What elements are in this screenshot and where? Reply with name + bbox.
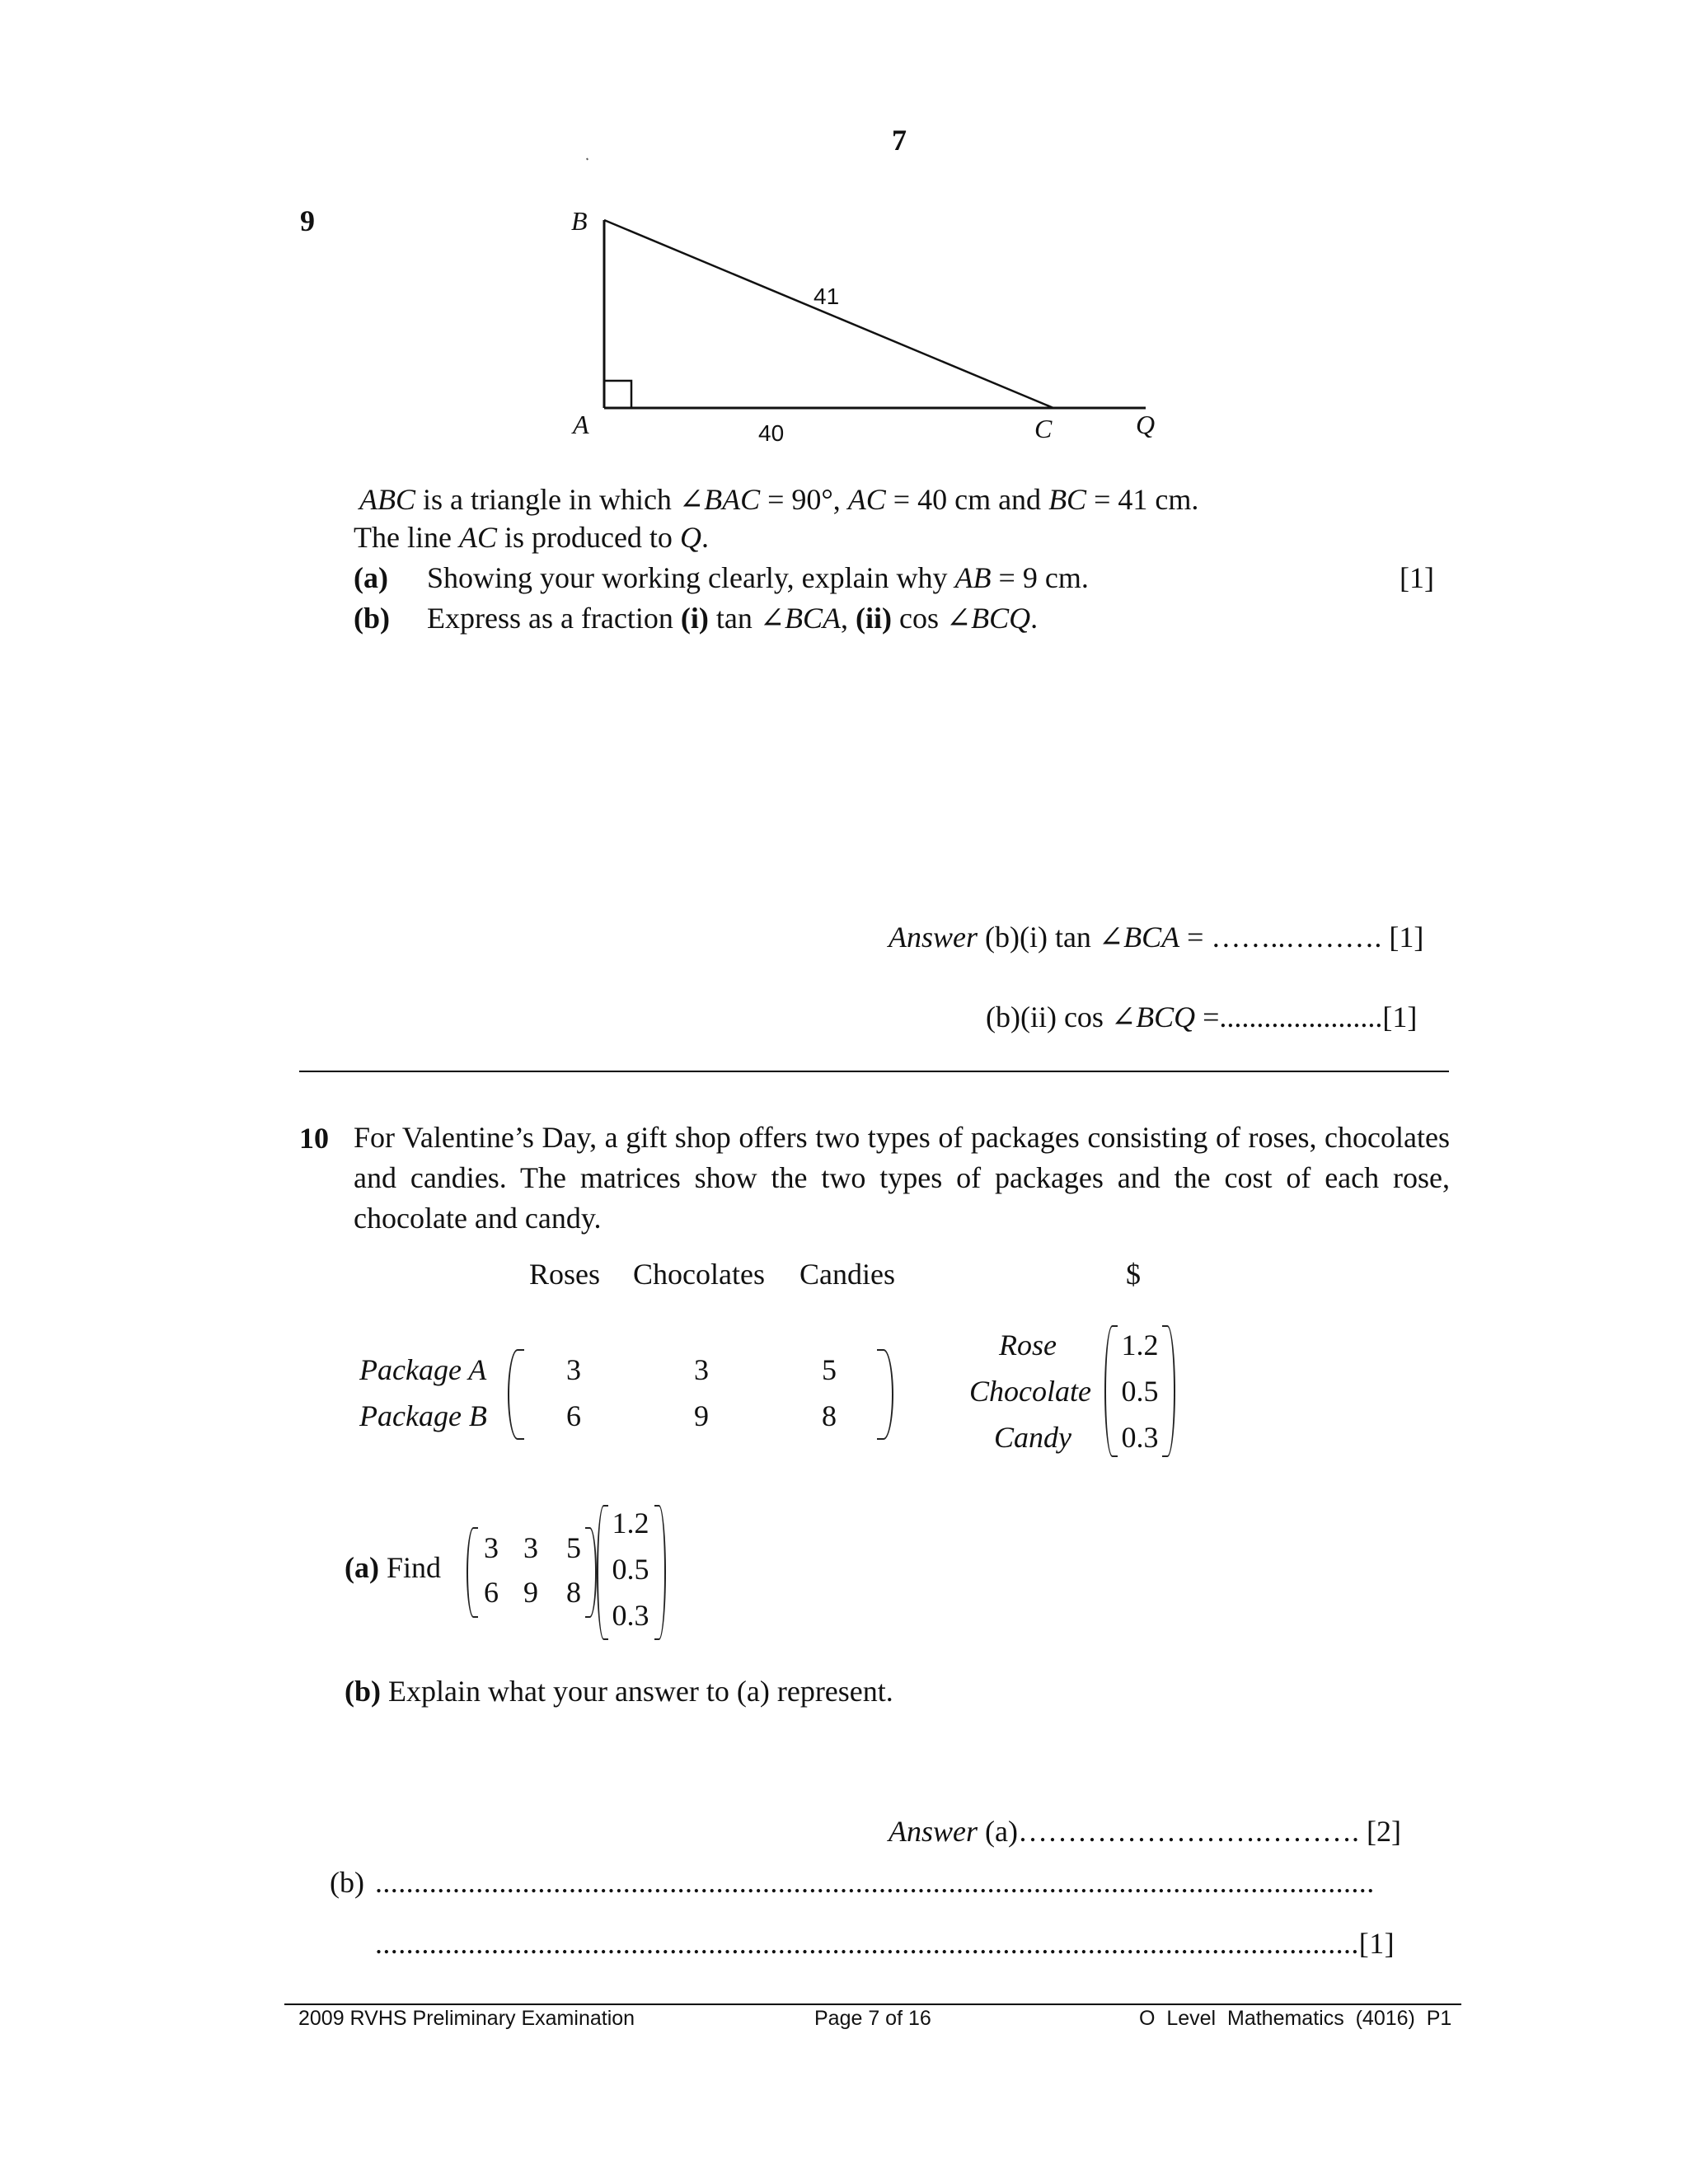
find-vector-value: 1.2 xyxy=(612,1507,649,1540)
find-matrix-cell: 5 xyxy=(566,1531,581,1564)
vertex-label-a: A xyxy=(573,410,589,439)
question-9a-marks: [1] xyxy=(1400,561,1434,594)
cost-label-chocolate: Chocolate xyxy=(969,1375,1091,1408)
vertex-label-b: B xyxy=(571,206,588,236)
footer-left: 2009 RVHS Preliminary Examination xyxy=(298,2007,635,2030)
question-9b-text: Express as a fraction (i) tan ∠BCA, (ii) cos ∠BCQ. xyxy=(427,602,1039,635)
question-9a-label: (a) xyxy=(354,561,388,594)
matrix-cell: 6 xyxy=(566,1399,581,1432)
question-9a-text: Showing your working clearly, explain why AB = 9 cm. xyxy=(427,561,1089,594)
question-10-number: 10 xyxy=(299,1122,329,1155)
matrix-cell: 3 xyxy=(566,1353,581,1386)
find-matrix-cell: 3 xyxy=(523,1531,538,1564)
question-9-line-2: The line AC is produced to Q. xyxy=(354,521,709,554)
question-9-line-1: ABC is a triangle in which ∠BAC = 90°, AC = 40 cm and BC = 41 cm. xyxy=(359,483,1199,516)
cost-label-candy: Candy xyxy=(994,1421,1071,1454)
row-label-package-a: Package A xyxy=(359,1353,487,1386)
footer-center: Page 7 of 16 xyxy=(814,2007,931,2030)
triangle-diagram xyxy=(0,0,1688,462)
question-10a: (a) Find xyxy=(345,1551,442,1584)
header-dollar: $ xyxy=(1126,1258,1141,1291)
header-roses: Roses xyxy=(529,1258,601,1291)
question-10b: (b) Explain what your answer to (a) represent. xyxy=(345,1675,893,1708)
find-vector-value: 0.5 xyxy=(612,1553,649,1586)
row-label-package-b: Package B xyxy=(359,1399,487,1432)
answer-10a: Answer (a)…………………….………. [2] xyxy=(889,1815,1401,1848)
find-vector-right-bracket xyxy=(654,1505,666,1640)
answer-10b-line-1: ................................................................................................................................. xyxy=(375,1866,1375,1899)
answer-9bi: Answer (b)(i) tan ∠BCA = ……..………. [1] xyxy=(889,921,1424,954)
find-matrix-cell: 6 xyxy=(484,1576,499,1609)
matrix-cell: 9 xyxy=(694,1399,709,1432)
vertex-label-c: C xyxy=(1034,414,1053,443)
cost-value: 0.3 xyxy=(1121,1421,1159,1454)
side-length-bc: 41 xyxy=(814,284,840,309)
answer-10b-label: (b) xyxy=(330,1866,364,1899)
footer-right: O Level Mathematics (4016) P1 xyxy=(1139,2007,1452,2030)
find-matrix-cell: 3 xyxy=(484,1531,499,1564)
question-9-number: 9 xyxy=(300,204,315,237)
side-length-ac: 40 xyxy=(758,420,785,446)
answer-9bii: (b)(ii) cos ∠BCQ =......................[1] xyxy=(986,1001,1418,1033)
matrix-cell: 8 xyxy=(822,1399,837,1432)
cost-value: 0.5 xyxy=(1121,1375,1159,1408)
question-9b-label: (b) xyxy=(354,602,390,635)
point-label-q: Q xyxy=(1136,410,1156,439)
package-matrix-right-bracket xyxy=(877,1349,893,1440)
answer-10b-line-2: ...............................................................................................................................[1] xyxy=(375,1927,1395,1960)
matrix-cell: 5 xyxy=(822,1353,837,1386)
package-matrix-left-bracket xyxy=(508,1349,524,1440)
question-10-intro: For Valentine’s Day, a gift shop offers two types of packages consisting of roses, chocolates and candies. The matrices show the two types of packages and the cost of each rose, chocolate and candy. xyxy=(354,1121,1450,1235)
header-candies: Candies xyxy=(799,1258,895,1291)
page-number: 7 xyxy=(892,124,907,157)
cost-value: 1.2 xyxy=(1121,1329,1159,1361)
matrix-cell: 3 xyxy=(694,1353,709,1386)
header-chocolates: Chocolates xyxy=(633,1258,765,1291)
find-vector-value: 0.3 xyxy=(612,1599,649,1632)
section-divider xyxy=(299,1071,1449,1072)
find-matrix-cell: 8 xyxy=(566,1576,581,1609)
cost-label-rose: Rose xyxy=(999,1329,1057,1361)
find-matrix-cell: 9 xyxy=(523,1576,538,1609)
